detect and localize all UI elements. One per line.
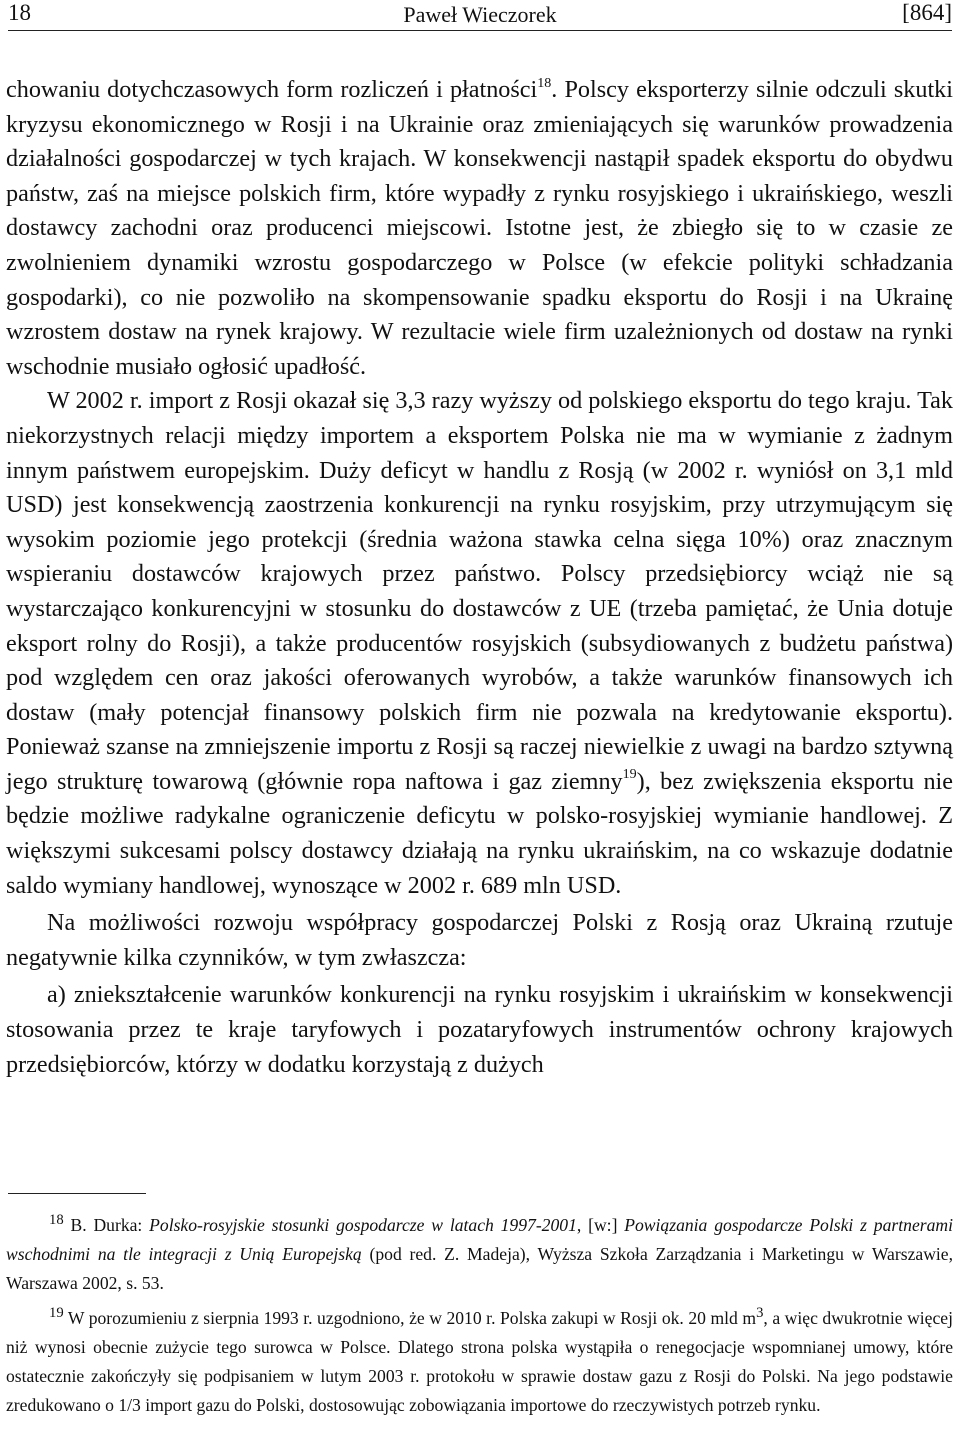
footnote-18-title-1: Polsko-rosyjskie stosunki gospodarcze w latach 1997-2001: [149, 1214, 577, 1235]
footnote-18-text-c: (pod red. Z. Madeja), Wyższa Szkoła Zarządzania i Marketingu w Warszawie, Warszawa 2002, s. 53.: [6, 1243, 953, 1293]
paragraph-1: [6, 73, 953, 384]
paragraph-2-text-a: W 2002 r. import z Rosji okazał się 3,3 razy wyższy od polskiego eksportu do tego kraju. Tak niekorzystnych relacji między importem a eksportem Polska nie ma w wymianie z żadnym innym państwem europejskim. Duży deficyt w handlu z Rosją (w 2002 r. wyniósł on 3,1 mld USD) jest konsekwencją zaostrzenia konkurencji na rynku rosyjskim, przy utrzymującym się wysokim poziomie jego protekcji (średnia ważona stawka celna sięga 10%) oraz znacznym wspieraniu dostawców krajowych przez państwo. Polscy przedsiębiorcy wciąż nie są wystarczająco konkurencyjni w stosunku do dostawców z UE (trzeba pamiętać, że Unia dotuje eksport rolny do Rosji), a także producentów rosyjskich (subsydiowanych z budżetu państwa) pod względem cen oraz jakości oferowanych wyrobów, a także warunków finansowych ich dostaw (mały potencjał finansowy polskich firm nie pozwala na kredytowanie eksportu). Ponieważ szanse na zmniejszenie importu z Rosji są raczej niewielkie z uwagi na bardzo sztywną jego strukturę towarową (głównie ropa naftowa i gaz ziemny: [6, 387, 953, 795]
list-item-a: a) zniekształcenie warunków konkurencji na rynku rosyjskim i ukraińskim w konsekwencji stosowania przez te kraje taryfowych i pozataryfowych instrumentów ochrony krajowych przedsiębiorców, którzy w dodatku korzystają z dużych: [6, 981, 953, 1078]
footnotes: [6, 1206, 953, 1420]
bracket-page-number: [864]: [902, 0, 952, 25]
paragraph-1-text-b: . Polscy eksporterzy silnie odczuli skutki kryzysu ekonomicznego w Rosji i na Ukrainie oraz zmieniających się warunków prowadzenia działalności gospodarczej w tych krajach. W konsekwencji nastąpił spadek eksportu do obydwu państw, zaś na miejsce polskich firm, które wypadły z rynku rosyjskiego i ukraińskiego, weszli dostawcy zachodni oraz producenci miejscowi. Istotne jest, że zbiegło się to w czasie ze zwolnieniem dynamiki wzrostu gospodarczego w Polsce (w efekcie polityki schładzania gospodarki), co nie pozwoliło na skompensowanie spadku eksportu do Rosji i na Ukrainę wzrostem dostaw na rynek krajowy. W rezultacie wiele firm uzależnionych od dostaw na rynki wschodnie musiało ogłosić upadłość.: [6, 76, 953, 380]
footnote-ref-19: 19: [622, 766, 637, 783]
footnote-mark-18: 18: [49, 1212, 64, 1228]
footnote-18-text-a: B. Durka:: [63, 1214, 150, 1235]
main-text: [6, 73, 953, 1082]
footnote-ref-18: 18: [537, 74, 552, 91]
footnote-18-text-b: , [w:]: [576, 1214, 625, 1235]
footnote-18: [6, 1206, 953, 1298]
footnote-19-text-b: , a więc dwukrotnie więcej niż wynosi obecnie zużycie tego surowca w Polsce. Dlatego strona polska wystąpiła o renegocjacje wspomnianej umowy, które ostatecznie zakończyły się podpisaniem w lutym 2003 r. protokołu w sprawie dostaw gazu z Rosji do Polski. Na jego podstawie zredukowano o 1/3 import gazu do Polski, dostosowując zobowiązania importowe do rzeczywistych potrzeb rynku.: [6, 1307, 953, 1415]
running-header-author: Paweł Wieczorek: [403, 2, 557, 27]
paragraph-3: Na możliwości rozwoju współpracy gospodarczej Polski z Rosją oraz Ukrainą rzutuje negatywnie kilka czynników, w tym zwłaszcza:: [6, 909, 953, 971]
footnote-19: [6, 1299, 953, 1420]
footnote-mark-19: 19: [49, 1304, 64, 1321]
footnote-19-superscript: 3: [756, 1304, 764, 1321]
footnote-18-title-2: Powiązania gospodarcze Polski z partnerami wschodnimi na tle integracji z Unią Europejską: [6, 1214, 953, 1264]
running-header: [8, 0, 952, 31]
page-number: 18: [8, 0, 31, 25]
footnote-19-text-a: W porozumieniu z sierpnia 1993 r. uzgodniono, że w 2010 r. Polska zakupi w Rosji ok. 20 mld m: [63, 1307, 757, 1328]
paragraph-2-text-b: ), bez zwiększenia eksportu nie będzie możliwe radykalne ograniczenie deficytu w polsko-rosyjskiej wymianie handlowej. Z większymi sukcesami polscy dostawcy działają na rynku ukraińskim, na co wskazuje dodatnie saldo wymiany handlowej, wynoszące w 2002 r. 689 mln USD.: [6, 767, 954, 899]
footnote-separator: [8, 1193, 146, 1194]
paragraph-1-text-a: chowaniu dotychczasowych form rozliczeń i płatności: [6, 76, 538, 103]
paragraph-2: [6, 384, 953, 903]
